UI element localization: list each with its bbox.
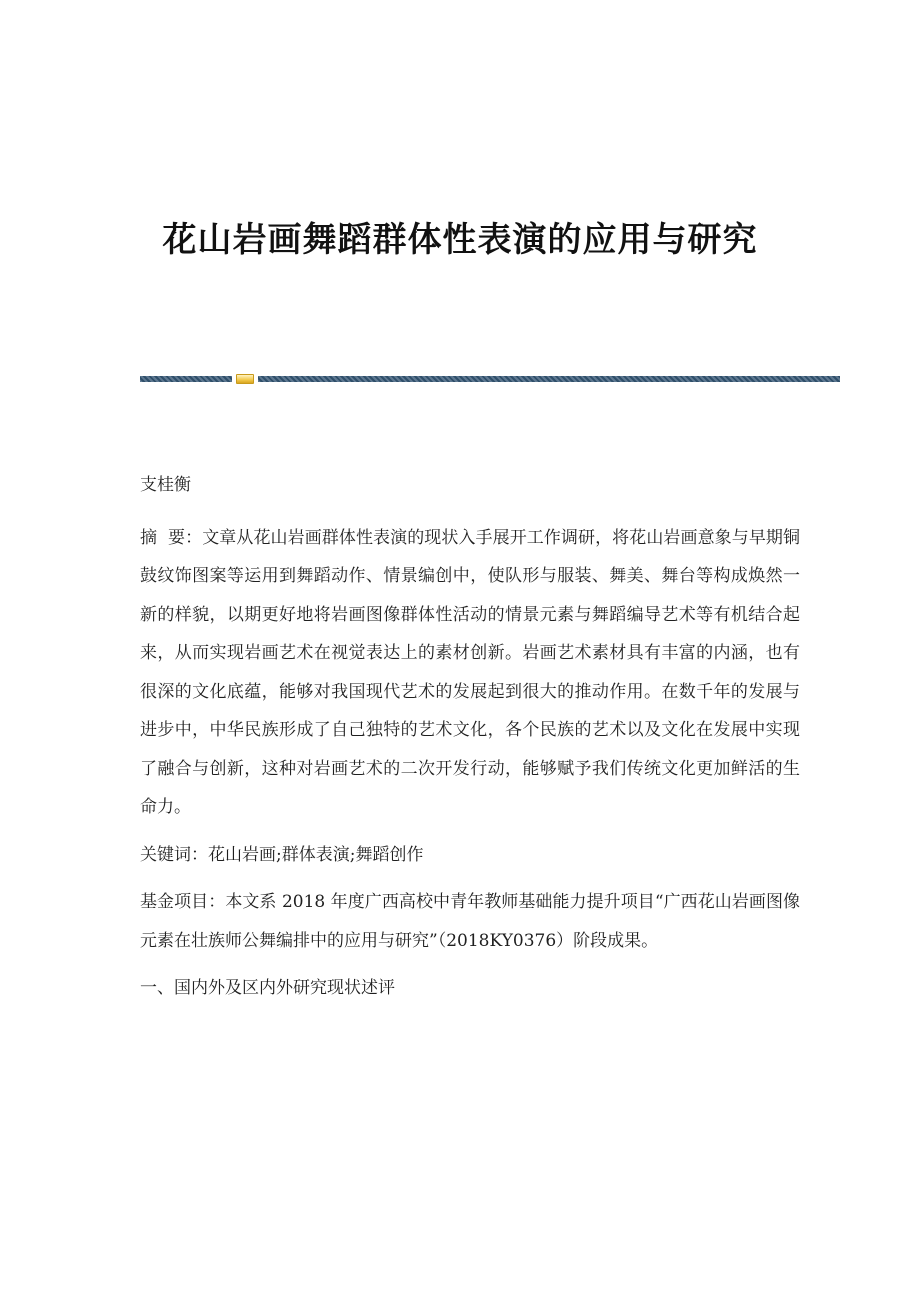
divider-bar-left bbox=[140, 376, 232, 382]
fund-text: 本文系 2018 年度广西高校中青年教师基础能力提升项目“广西花山岩画图像元素在壮族师公舞编排中的应用与研究”（2018KY0376）阶段成果。 bbox=[140, 892, 801, 951]
divider-bar-right bbox=[258, 376, 840, 382]
section-heading: 一、国内外及区内外研究现状述评 bbox=[140, 978, 395, 998]
author-name: 支桂衡 bbox=[140, 475, 191, 495]
abstract-paragraph bbox=[140, 519, 800, 827]
fund-label: 基金项目： bbox=[140, 892, 226, 912]
keywords-text: 花山岩画;群体表演;舞蹈创作 bbox=[208, 844, 424, 865]
fund-paragraph bbox=[140, 883, 800, 960]
abstract-text: 文章从花山岩画群体性表演的现状入手展开工作调研，将花山岩画意象与早期铜鼓纹饰图案等运用到舞蹈动作、情景编创中，使队形与服装、舞美、舞台等构成焕然一新的样貌，以期更好地将岩画图像群体性活动的情景元素与舞蹈编导艺术等有机结合起来，从而实现岩画艺术在视觉表达上的素材创新。岩画艺术素材具有丰富的内涵，也有很深的文化底蕴，能够对我国现代艺术的发展起到很大的推动作用。在数千年的发展与进步中，中华民族形成了自己独特的艺术文化，各个民族的艺术以及文化在发展中实现了融合与创新，这种对岩画艺术的二次开发行动，能够赋予我们传统文化更加鲜活的生命力。 bbox=[140, 527, 800, 817]
keywords-label: 关键词： bbox=[140, 844, 208, 865]
divider-ornament-icon bbox=[236, 374, 254, 384]
document-body bbox=[140, 466, 800, 1017]
abstract-label: 摘 要： bbox=[140, 527, 203, 548]
document-title: 花山岩画舞蹈群体性表演的应用与研究 bbox=[162, 220, 758, 260]
title-divider bbox=[140, 374, 840, 384]
keywords-paragraph bbox=[140, 836, 800, 875]
